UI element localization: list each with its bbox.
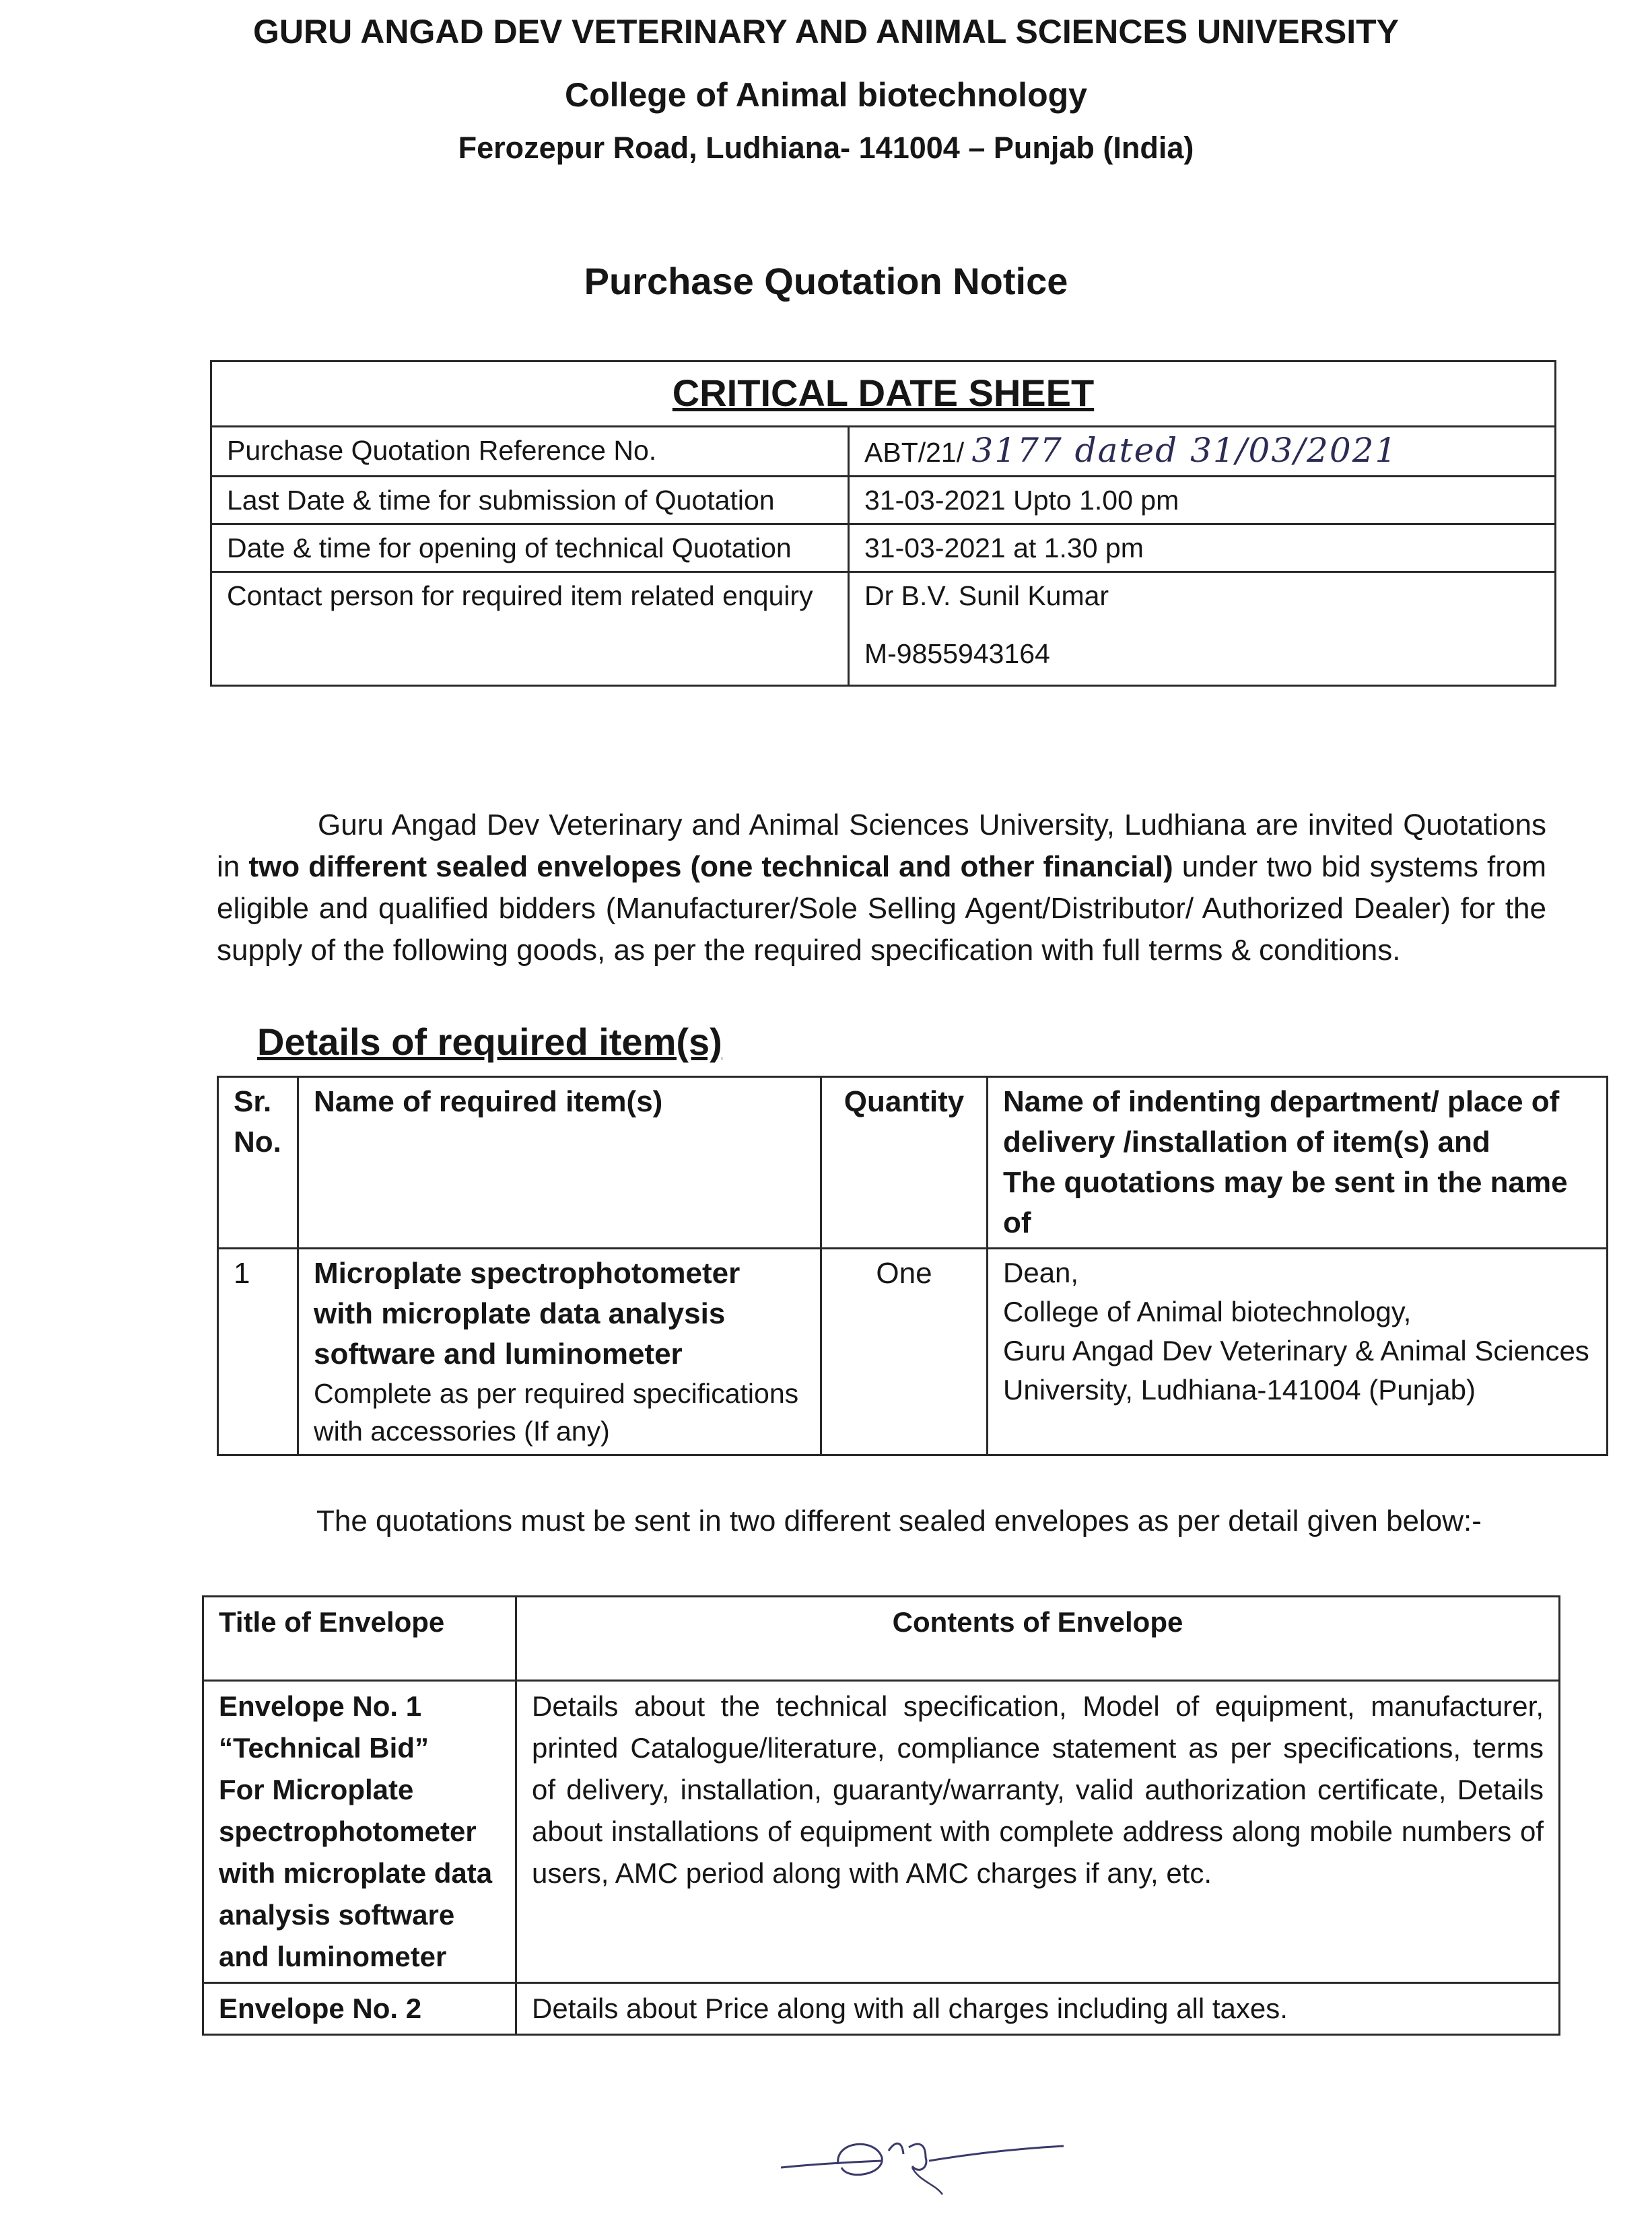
header-sr-no: Sr. No.: [218, 1077, 298, 1249]
envelope-intro: The quotations must be sent in two different sealed envelopes as per detail given below:-: [316, 1504, 1482, 1537]
item-dept-line2: College of Animal biotechnology,: [1003, 1296, 1412, 1327]
envelope-1-number: Envelope No. 1: [219, 1690, 422, 1722]
submission-date-label: Last Date & time for submission of Quotation: [211, 477, 849, 524]
header-department: [988, 1077, 1608, 1249]
intro-text-2: under two bid systems from eligible and qualified bidders (Manufacturer/Sole Selling Agent/Distributor/ Authorized Dealer) for the supply of the following goods, as per the required specification with full terms & conditions.: [217, 850, 1547, 967]
notice-title: Purchase Quotation Notice: [584, 260, 1068, 302]
item-dept-line1: Dean,: [1003, 1257, 1079, 1288]
contact-phone: M-9855943164: [864, 638, 1050, 669]
envelope-2-contents: Details about Price along with all charges including all taxes.: [516, 1983, 1560, 2035]
envelope-1-item: For Microplate spectrophotometer with microplate data analysis software and luminometer: [219, 1774, 493, 1972]
table-row: [211, 524, 1556, 572]
contact-label: Contact person for required item related enquiry: [211, 572, 849, 686]
details-heading: Details of required item(s): [257, 1020, 722, 1063]
reference-value: [849, 427, 1556, 477]
header-department-line1: Name of indenting department/ place of delivery /installation of item(s) and: [1003, 1085, 1560, 1158]
table-row: [218, 1249, 1608, 1455]
contact-name: Dr B.V. Sunil Kumar: [864, 580, 1109, 611]
envelope-2-title: Envelope No. 2: [203, 1983, 516, 2035]
intro-text-1: Guru Angad Dev Veterinary and Animal Sciences University, Ludhiana are invited Quotations in: [217, 808, 1546, 883]
critical-date-sheet-table: [210, 360, 1556, 687]
header-quantity: Quantity: [821, 1077, 988, 1249]
table-row: [203, 1983, 1560, 2035]
envelope-table: [202, 1595, 1560, 2036]
item-quantity: One: [821, 1249, 988, 1455]
university-address: Ferozepur Road, Ludhiana- 141004 – Punjab (India): [458, 131, 1194, 165]
table-row: [203, 1681, 1560, 1983]
envelope-1-title: [203, 1681, 516, 1983]
item-dept-line3: Guru Angad Dev Veterinary & Animal Sciences University, Ludhiana-141004 (Punjab): [1003, 1335, 1589, 1406]
opening-date-label: Date & time for opening of technical Quotation: [211, 524, 849, 572]
header-department-line2: The quotations may be sent in the name of: [1003, 1166, 1568, 1239]
reference-prefix: ABT/21/: [864, 437, 965, 468]
item-name: Microplate spectrophotometer with microplate data analysis software and luminometer: [314, 1257, 741, 1371]
table-header-row: [218, 1077, 1608, 1249]
contact-value: [849, 572, 1556, 686]
table-row: [211, 572, 1556, 686]
envelope-1-bid-type: “Technical Bid”: [219, 1732, 429, 1764]
item-department-cell: [988, 1249, 1608, 1455]
college-name: College of Animal biotechnology: [565, 76, 1087, 114]
university-name: GURU ANGAD DEV VETERINARY AND ANIMAL SCIENCES UNIVERSITY: [252, 13, 1400, 50]
table-row: [211, 477, 1556, 524]
header-item-name: Name of required item(s): [298, 1077, 821, 1249]
handwritten-reference: 3177 dated 31/03/2021: [971, 431, 1398, 470]
items-table: [217, 1076, 1608, 1456]
item-sr-no: 1: [218, 1249, 298, 1455]
opening-date-value: 31-03-2021 at 1.30 pm: [849, 524, 1556, 572]
envelope-1-contents: Details about the technical specification, Model of equipment, manufacturer, printed Catalogue/literature, compliance statement as per specifications, terms of delivery, installation, guaranty/warranty, valid authorization certificate, Details about installations of equipment with complete address along mobile numbers of users, AMC period along with AMC charges if any, etc.: [516, 1681, 1560, 1983]
intro-text-bold: two different sealed envelopes (one technical and other financial): [248, 850, 1173, 883]
signature-image: [774, 2127, 1070, 2205]
item-note: Complete as per required specifications with accessories (If any): [314, 1378, 799, 1447]
header-envelope-title: Title of Envelope: [203, 1597, 516, 1681]
submission-date-value: 31-03-2021 Upto 1.00 pm: [849, 477, 1556, 524]
item-name-cell: [298, 1249, 821, 1455]
critical-date-sheet-title: CRITICAL DATE SHEET: [211, 361, 1556, 427]
reference-label: Purchase Quotation Reference No.: [211, 427, 849, 477]
intro-paragraph: [217, 804, 1546, 971]
table-header-row: [203, 1597, 1560, 1681]
header-envelope-contents: Contents of Envelope: [516, 1597, 1560, 1681]
table-row: [211, 427, 1556, 477]
